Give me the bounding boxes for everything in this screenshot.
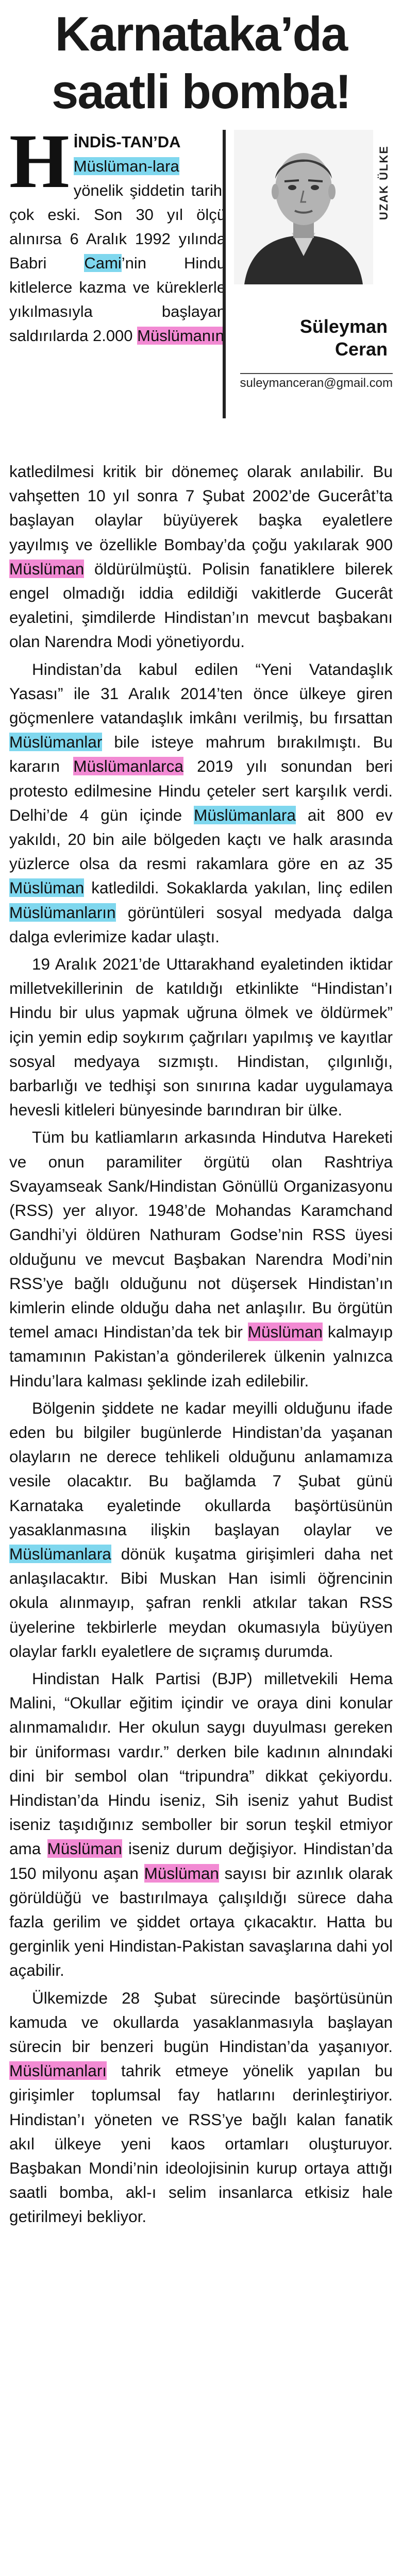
dropcap: H [9, 118, 70, 204]
text-run: Hindistan’da kabul edilen “Yeni Vatandaşlık Yasası” ile 31 Aralık 2014’ten önce ülkeye giren göçmenlere vatandaşlık imkânı verilmiş, bu fırsattan [9, 659, 393, 727]
text-run: öldürülmüştü. Polisin fanatiklere bilerek engel olmadığı iddia edildiği vakitlerde Gucerât eyaletini, şimdilerde Hindistan’ın mevcut başbakanı olan Narendra Modi yönetiyordu. [9, 559, 393, 651]
text-run: tahrik etmeye yönelik yapılan bu girişimler toplumsal fay hatlarını derinleştiriyor. Hindistan’ı yöneten ve RSS’ye bağlı kalan fanatik akıl ülkeye yeni kaos ortamları oluşturuyor. Başbakan Mondi’nin ideolojisinin kurup ortaya attığı saatli bomba, akl-ı selim insanlarca etkisiz hale getirilmeyi bekliyor. [9, 2061, 393, 2226]
text-run: 2019 yılı sonundan beri protesto edilmesine Hindu çeteler sert karşılık verdi. Delhi’de 4 gün içinde [9, 757, 393, 824]
text-run: Ülkemizde 28 Şubat sürecinde başörtüsünün kamuda ve okullarda yasaklanmasıyla başlayan sürecin bir benzeri bugün Hindistan’da yaşanıyor. [9, 1988, 393, 2056]
paragraph [9, 460, 393, 654]
highlight-blue: Müslümanlara [194, 805, 296, 824]
text-run: Tüm bu katliamların arkasında Hindutva Hareketi ve onun paramiliter örgütü olan Rashtriya Svayamseak Sank/Hindistan Gönüllü Organizasyonu (RSS) yer alıyor. 1948’de Mohandas Karamchand Gandhi’yi öldüren Nathuram Godse’nin RSS üyesi olduğunu ve mevcut Başbakan Narendra Modi’nin RSS’ye bağlı olduğunu not düşersek Hindistan’ın kimlerin elinde olduğu daha net anlaşılır. Bu örgütün temel amacı Hindistan’da tek bir [9, 1128, 393, 1342]
headline-line-1: Karnataka’da [55, 7, 347, 61]
highlight-blue: Müslüman [9, 878, 85, 897]
paragraph [9, 952, 393, 1122]
headline-line-2: saatli bomba! [52, 64, 350, 118]
author-email[interactable]: suleymanceran@gmail.com [240, 373, 393, 391]
highlight-pink: Müslüman [144, 1863, 219, 1883]
text-run: yönelik şiddetin tarihi çok eski. Son 30 yıl ölçü alınırsa 6 Aralık 1992 yılında Babri [9, 181, 226, 272]
text-run: Hindistan Halk Partisi (BJP) milletvekili Hema Malini, “Okullar eğitim içindir ve oraya dini konular alınmamalıdır. Her okulun saygı duyulması gereken bir üniforması vardır.” derken bile kadının alnındaki dini bir sembol olan “tripundra” dikkat çekiyordu. Hindistan’da Hindu iseniz, Sih iseniz yahut Budist iseniz taşıdığınız semboller bir sorun teşkil etmiyor ama [9, 1669, 393, 1858]
intro-section [9, 118, 393, 460]
paragraph [9, 1986, 393, 2229]
highlight-pink: Müslümanlarca [73, 757, 183, 776]
author-name [300, 315, 388, 361]
text-run: ait 800 ev yakıldı, 20 bin aile bölgeden kaçtı ve halk arasında yüzlerce olsa da resmi rakamlara göre en az 35 [9, 805, 393, 873]
text-run: 19 Aralık 2021’de Uttarakhand eyaletinden iktidar milletvekillerinin de katıldığı etkinlikte “Hindistan’ı Hindu bir ulus yapmak uğruna ölmek ve öldürmek” için yemin edip soykırım çağrıları yapılmış ve kayıtlar sosyal medyaya sızmıştı. Hindistan, çılgınlığı, barbarlığı ve tedhişi son sınırına kadar uygulamaya hevesli kitleleri bünyesinde barındıran bir ülke. [9, 955, 393, 1120]
highlight-pink: Müslüman [247, 1323, 323, 1342]
text-run: kalmayıp tamamının Pakistan’a gönderilerek ülkenin yalnızca Hindu’lara kalması şeklinde izah edilebilir. [9, 1323, 393, 1390]
lead-paragraph [9, 118, 226, 348]
author-box [223, 130, 393, 418]
column-tag: UZAK ÜLKE [377, 145, 390, 221]
text-run: katledilmesi kritik bir dönemeç olarak anılabilir. Bu vahşetten 10 yıl sonra 7 Şubat 2002’de Gucerât’ta başlayan olaylar büyüyerek başka eyaletlere yayılmış ve özellikle Bombay’da çoğu yakılarak 900 [9, 462, 393, 554]
text-run: Bölgenin şiddete ne kadar meyilli olduğunu ifade eden bu bilgiler bugünlerde Hindistan’da yaşanan olayların ne derece tehlikeli olduğunu anlamamıza vesile olacaktır. Bu bağlamda 7 Şubat günü Karnataka eyaletinde okullarda başörtüsünün yasaklanmasına ilişkin başlayan olaylar ve [9, 1398, 393, 1539]
article [0, 5, 402, 2576]
headline [9, 5, 393, 121]
highlight-pink: Müslüman [47, 1839, 122, 1858]
paragraph [9, 1125, 393, 1393]
text-run: görüntüleri sosyal medyada dalga dalga evlerimize kadar ulaştı. [9, 903, 393, 946]
author-last-name: Ceran [334, 338, 388, 360]
highlight-blue: Cami [84, 254, 122, 272]
highlight-blue: Müslümanlar [9, 733, 103, 752]
text-run: bile isteye mahrum bırakılmıştı. Bu kararın [9, 733, 393, 776]
highlight-pink: Müslümanları [9, 2061, 107, 2080]
highlight-blue: Müslümanların [9, 903, 116, 922]
text-run: iseniz durum değişiyor. Hindistan’da 150 milyonu aşan [9, 1839, 393, 1883]
highlight-pink: Müslüman [9, 559, 85, 578]
article-body [9, 460, 393, 2229]
text-run: sayısı bir azınlık olarak görüldüğü ve bastırılmaya çalışıldığı sürece daha fazla gerilim ve şiddet ortaya çıkacaktır. Hatta bu gerginlik yeni Hindistan-Pakistan savaşlarına dahi yol açabilir. [9, 1863, 393, 1980]
highlight-blue: Müslüman-lara [73, 157, 179, 175]
text-run: katledildi. Sokaklarda yakılan, linç edilen [84, 878, 393, 897]
author-portrait-icon [234, 130, 373, 284]
author-first-name: Süleyman [299, 316, 388, 337]
text-run: ’nin Hindu kitlelerce kazma ve küreklerle yıkılmasıyla başlayan saldırılarda 2.000 [9, 254, 226, 345]
lead-bold-text: İNDİS-TAN’DA [73, 133, 181, 151]
paragraph [9, 1396, 393, 1664]
highlight-pink: Müslümanın [137, 327, 225, 345]
paragraph [9, 657, 393, 949]
text-run: dönük kuşatma girişimleri daha net anlaşılacaktır. Bibi Muskan Han isimli öğrencinin okula alınmayıp, şafran renkli atkılar takan RSS üyelerine tekbirlerle meydan okumasıyla büyüyen olaylar farklı eyaletlere de sıçramış durumda. [9, 1544, 393, 1660]
author-photo [234, 130, 373, 284]
paragraph [9, 1667, 393, 1983]
highlight-blue: Müslümanlara [9, 1544, 111, 1563]
